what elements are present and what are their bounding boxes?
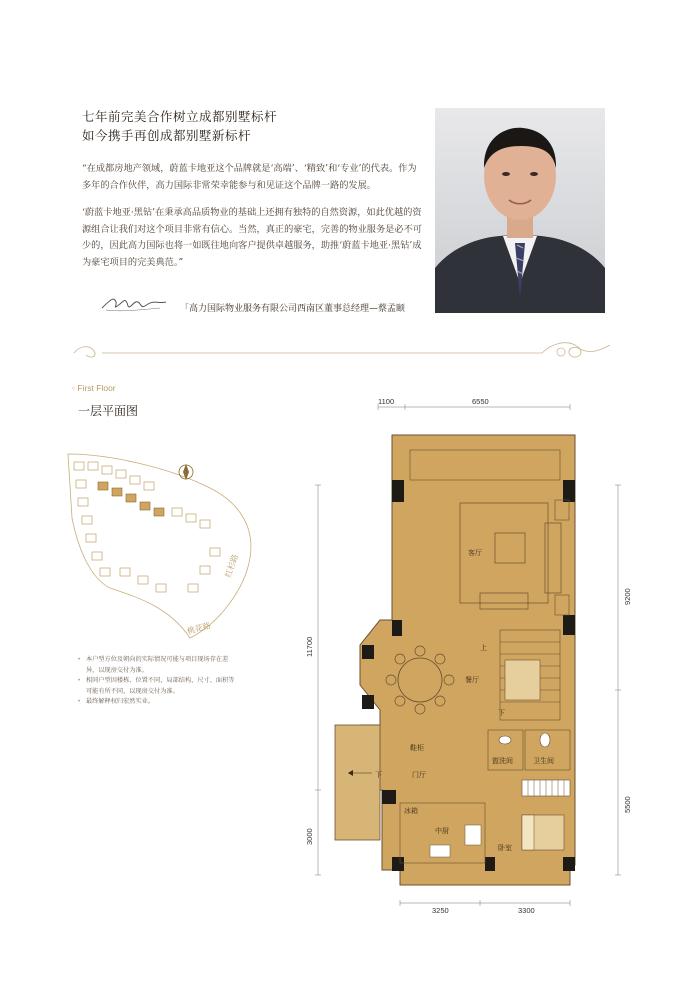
headline-line-2: 如今携手再创成都别墅新标杆 — [82, 128, 252, 143]
headline — [82, 107, 277, 145]
road-label-1: 红杉路 — [223, 553, 241, 579]
note-item: • 本户型方位及朝向的实际情况可能与项目现场存在差异，以现房交付为准。 — [78, 655, 238, 676]
quote-paragraph-2: ‘蔚蓝卡地亚·黑钻’在秉承高品质物业的基础上还拥有独特的自然资源，如此优越的资源组合让我们对这个项目非常有信心。当然，真正的豪宅，完善的物业服务是必不可少的，因此高力国际也将一如既往地向客户提供卓越服务，助推‘蔚蓝卡地亚·黑钻’成为豪宅项目的完美典范。” — [82, 207, 422, 268]
room-shoe-cabinet: 鞋柜 — [410, 744, 424, 752]
dim-bottom-left: 3250 — [432, 906, 449, 915]
dim-left-bottom: 3000 — [305, 828, 314, 845]
portrait-photo — [435, 108, 605, 313]
dim-right-top: 9200 — [623, 588, 632, 605]
road-label-2: 桃花路 — [186, 621, 212, 636]
room-living: 客厅 — [468, 549, 482, 557]
portrait-image — [435, 108, 605, 313]
floor-plan — [300, 395, 640, 915]
attribution: 「高力国际物业服务有限公司西南区董事总经理—蔡孟颐 — [180, 304, 406, 314]
floor-title: 一层平面图 — [78, 404, 139, 418]
room-dining: 餐厅 — [465, 676, 479, 684]
stair-down-label: 下 — [498, 709, 505, 717]
stair-up-label: 上 — [480, 644, 487, 652]
dim-top-right: 6550 — [472, 397, 489, 406]
note-item: • 最终解释权归宏然实业。 — [78, 697, 238, 708]
dim-right-bottom: 5500 — [623, 796, 632, 813]
headline-line-1: 七年前完美合作树立成都别墅标杆 — [82, 109, 278, 124]
room-foyer: 门厅 — [412, 771, 426, 779]
terrace-down-label: 下 — [375, 771, 382, 779]
room-fridge: 冰箱 — [404, 807, 418, 815]
note-item: • 相同户型因楼栋、位置不同，局部结构、尺寸、面积等可能有所不同，以现房交付为准。 — [78, 676, 238, 697]
notes-list — [78, 655, 238, 708]
room-powder: 盥洗间 — [492, 757, 513, 765]
dim-bottom-right: 3300 — [518, 906, 535, 915]
room-bedroom: 卧室 — [498, 844, 512, 852]
floor-label-en: ◦ First Floor — [72, 383, 116, 393]
ornamental-divider — [72, 335, 612, 363]
site-plan — [60, 448, 260, 648]
room-kitchen: 中厨 — [435, 827, 449, 835]
dim-top-left: 1100 — [378, 397, 395, 406]
signature — [100, 290, 170, 314]
room-bathroom: 卫生间 — [533, 757, 554, 765]
quote-paragraph-1: “在成都房地产领域，蔚蓝卡地亚这个品牌就是‘高端’、‘精致’和‘专业’的代表。作为多年的合作伙伴，高力国际非常荣幸能参与和见证这个品牌一路的发展。 — [82, 163, 417, 191]
dim-left-total: 11700 — [305, 636, 314, 657]
